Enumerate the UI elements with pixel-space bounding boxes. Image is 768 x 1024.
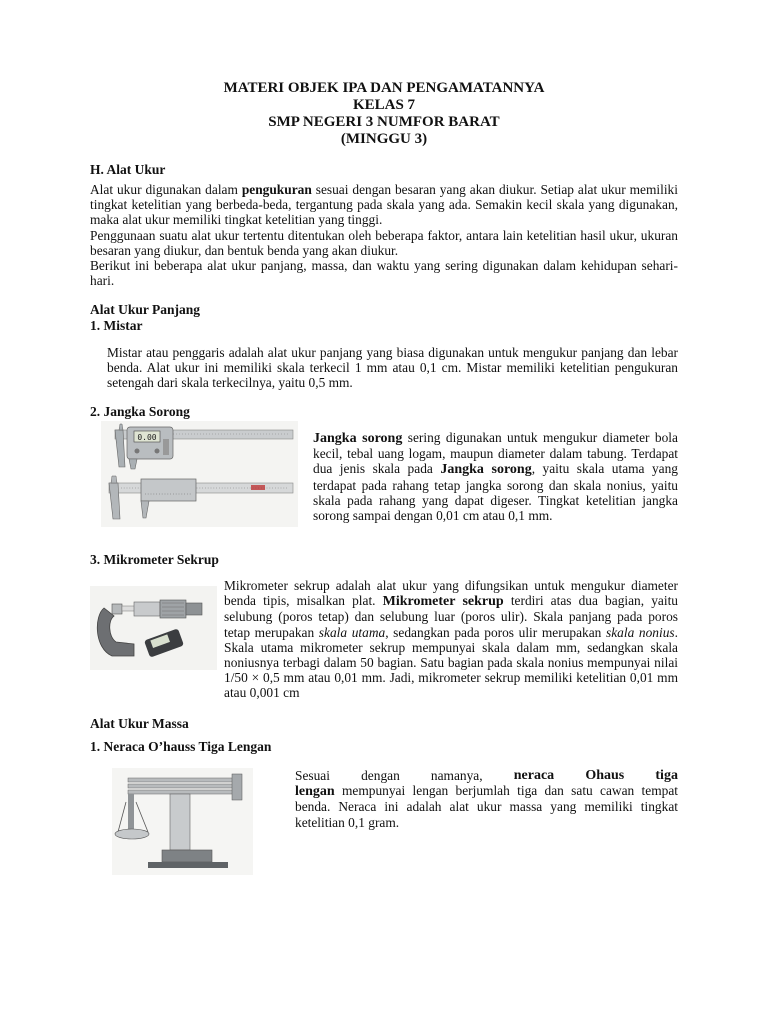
- word: namanya,: [430, 768, 483, 783]
- caliper-display-readout: 0.00: [137, 433, 157, 442]
- neraca-paragraph: [295, 768, 678, 830]
- intro-paragraph-3: Berikut ini beberapa alat ukur panjang, massa, dan waktu yang sering digunakan dalam kehidupan sehari-hari.: [90, 258, 678, 289]
- bold-word-lengan: lengan: [295, 784, 335, 800]
- jangka-sorong-paragraph: [313, 430, 678, 523]
- title-line-3: SMP NEGERI 3 NUMFOR BARAT: [268, 114, 500, 130]
- bold-word-tiga: tiga: [655, 768, 678, 783]
- text-span: Alat ukur digunakan dalam: [90, 182, 242, 197]
- word: dengan: [361, 768, 400, 783]
- neraca-rest: [295, 783, 678, 830]
- section-heading-alat-ukur: H. Alat Ukur: [90, 162, 166, 177]
- heading-alat-ukur-panjang: Alat Ukur Panjang: [90, 302, 201, 317]
- bold-word-ohaus: Ohaus: [585, 768, 625, 783]
- text-span: Mikrometer sekrup adalah alat ukur yang difungsikan untuk mengukur diameter benda tipis, misalkan plat.: [224, 578, 678, 609]
- bold-term-jangka-sorong: Jangka sorong: [440, 462, 532, 478]
- text-span: sesuai dengan besaran yang akan diukur. Setiap alat ukur memiliki tingkat ketelitian yang berbeda-beda, tergantung pada skala yang ada. Semakin kecil skala yang digunakan, maka alat ukur memiliki tingkat ketelitian yang tinggi.: [90, 182, 678, 228]
- text-span: terdiri atas dua bagian, yaitu selubung (poros tetap) dan selubung luar (poros ulir). Skala panjang pada poros tetap merupakan: [224, 593, 678, 640]
- heading-mikrometer-sekrup: 3. Mikrometer Sekrup: [90, 552, 219, 567]
- intro-paragraph-2: Penggunaan suatu alat ukur tertentu ditentukan oleh beberapa faktor, antara lain ketelitian hasil ukur, ukuran besaran yang diukur, dan bentuk benda yang akan diukur.: [90, 227, 678, 258]
- text-span: , sedangkan pada poros ulir merupakan: [385, 624, 607, 640]
- heading-jangka-sorong: 2. Jangka Sorong: [90, 404, 190, 419]
- italic-term-skala-utama: skala utama: [318, 624, 386, 640]
- triple-beam-balance-illustration: [112, 768, 253, 875]
- text-span: , yaitu skala utama yang terdapat pada rahang tetap jangka sorong dan skala nonius, yaitu skala pada rahang yang dapat digeser. Tingkat ketelitian jangka sorong sampai dengan 0,01 cm atau 0,1 mm.: [313, 461, 678, 524]
- heading-mistar: 1. Mistar: [90, 318, 143, 333]
- document-title: [0, 80, 768, 148]
- mistar-paragraph: Mistar atau penggaris adalah alat ukur panjang yang biasa digunakan untuk mengukur panjang dan lebar benda. Alat ukur ini memiliki skala terkecil 1 mm atau 0,1 cm. Mistar memiliki ketelitian pengukuran setengah dari skala terkecilnya, yaitu 0,5 mm.: [107, 345, 678, 391]
- bold-term-mikrometer-sekrup: Mikrometer sekrup: [382, 594, 504, 610]
- text-span: sering digunakan untuk mengukur diameter bola kecil, tebal uang logam, maupun diameter dalam tabung. Terdapat dua jenis skala pada: [313, 430, 678, 477]
- micrometer-image: [90, 586, 217, 670]
- intro-paragraphs: [90, 182, 678, 288]
- vernier-caliper-image: [101, 421, 298, 527]
- title-line-1: MATERI OBJEK IPA DAN PENGAMATANNYA: [223, 80, 545, 96]
- heading-alat-ukur-massa: Alat Ukur Massa: [90, 716, 189, 731]
- bold-word-neraca: neraca: [513, 768, 555, 783]
- text-span: . Skala utama mikrometer sekrup mempunyai skala dalam mm, sedangkan skala noniusnya terbagi dalam 50 bagian. Satu bagian pada skala nonius mempunyai nilai 1/50 × 0,5 mm atau 0,01 mm. Jadi, mikrometer sekrup memiliki ketelitian 0,01 mm atau 0,001 cm: [224, 624, 678, 701]
- bold-term-jangka-sorong: Jangka sorong: [313, 431, 403, 446]
- micrometer-illustration: [90, 586, 217, 670]
- italic-term-skala-nonius: skala nonius: [606, 624, 675, 640]
- word: Sesuai: [295, 768, 330, 783]
- intro-paragraph-1: [90, 182, 678, 228]
- neraca-first-line: [295, 768, 678, 783]
- bold-term-pengukuran: pengukuran: [241, 182, 312, 197]
- triple-beam-balance-image: [112, 768, 253, 875]
- title-line-4: (MINGGU 3): [340, 131, 428, 147]
- vernier-caliper-illustration: [101, 421, 298, 527]
- text-span: mempunyai lengan berjumlah tiga dan satu cawan tempat benda. Neraca ini adalah alat ukur massa yang memiliki tingkat ketelitian 0,1 gram.: [295, 783, 678, 830]
- title-line-2: KELAS 7: [352, 97, 416, 113]
- heading-neraca-ohauss: 1. Neraca O’hauss Tiga Lengan: [90, 739, 272, 754]
- mikrometer-paragraph: [224, 578, 678, 701]
